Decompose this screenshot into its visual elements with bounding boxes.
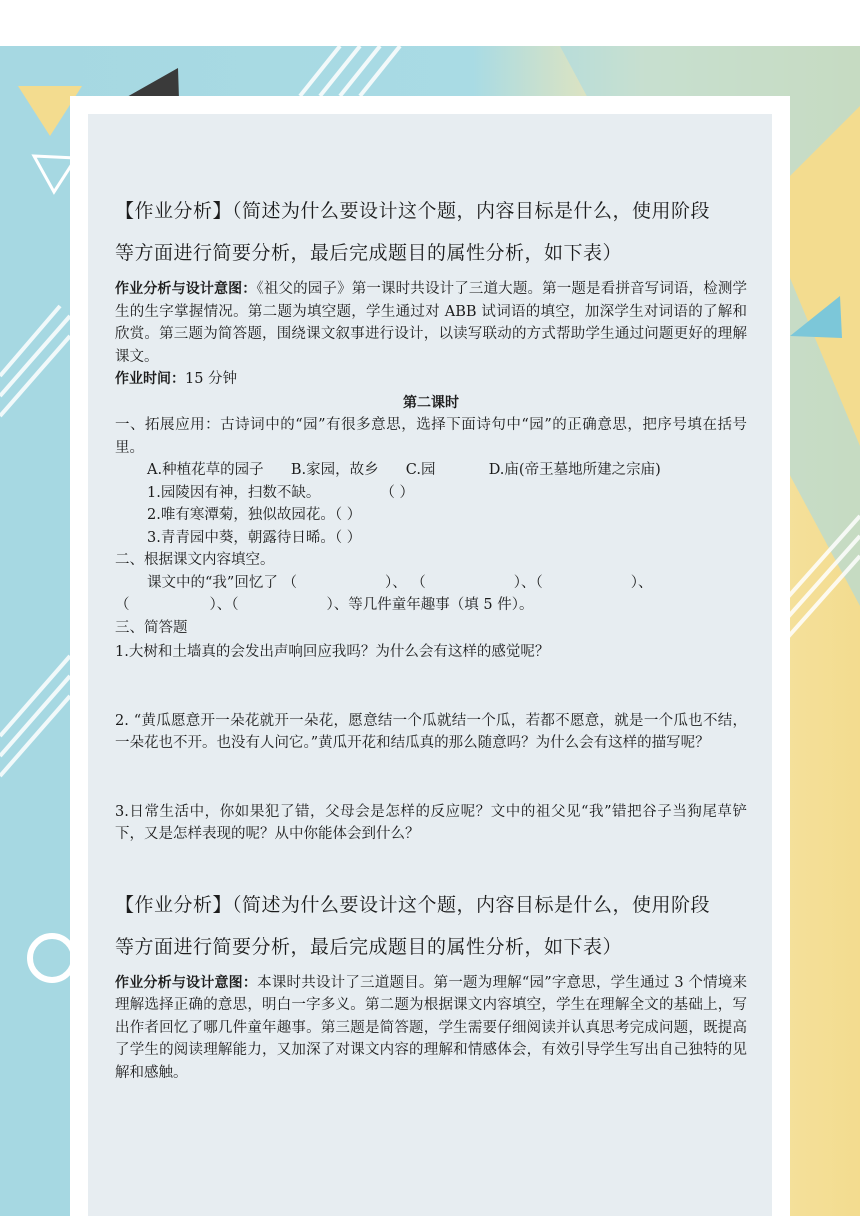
work-time (115, 368, 747, 391)
work-time-label: 作业时间： (115, 371, 185, 387)
q2-blank-5-close: ） (326, 597, 334, 613)
q2-blank-3-close: ） (630, 574, 639, 591)
q1-item-1-text: 1.园陵因有神，扫数不缺。 (147, 484, 321, 501)
analysis-heading-4: 等方面进行简要分析，最后完成题目的属性分析，如下表） (115, 935, 623, 958)
q2-blank-2-open: （ (411, 574, 426, 591)
design-intent-text-2: 本课时共设计了三道题目。第一题为理解“园”字意思，学生通过 3 个情境来理解选择正确的意思，明白一字多义。第二题为根据课文内容填空，学生在理解全文的基础上，写出作者回忆了哪几件童年趣事。第三题是简答题，学生需要仔细阅读并认真思考完成问题，既提高了学生的阅读理解能力，又加深了对课文内容的理解和情感体会，有效引导学生写出自己独特的见解和感触。 (115, 974, 747, 1081)
q1-stem: 一、拓展应用：古诗词中的“园”有很多意思，选择下面诗句中“园”的正确意思，把序号填在括号里。 (115, 417, 747, 456)
q2-sep-4: 、 (216, 597, 232, 613)
design-intent-paragraph (115, 278, 747, 368)
q2-blank-5-open: （ (231, 597, 239, 613)
q1-item-1 (115, 482, 747, 505)
q1-item-3 (115, 527, 747, 550)
q2-sep-3: 、 (638, 574, 653, 591)
q2-sep-2: 、 (521, 574, 536, 591)
q1-item-2 (115, 504, 747, 527)
q1-option-a: A.种植花草的园子 (147, 462, 264, 478)
q1-item-2-text: 2.唯有寒潭菊，独似故园花。 (147, 507, 335, 523)
q1-item-3-text: 3.青青园中葵，朝露待日晞。 (147, 529, 335, 546)
analysis-heading-3: 【作业分析】（简述为什么要设计这个题，内容目标是什么，使用阶段 (115, 893, 711, 916)
q2-sep-1: 、 (392, 574, 407, 591)
q3-stem: 三、简答题 (115, 619, 188, 636)
q1-item-3-blank[interactable]: （ ） (334, 529, 362, 546)
q1-option-d: D.庙(帝王墓地所建之宗庙) (488, 462, 661, 478)
q3-item-3: 3.日常生活中，你如果犯了错，父母会是怎样的反应呢？文中的祖父见“我”错把谷子当狗尾草铲下，又是怎样表现的呢？从中你能体会到什么？ (115, 803, 747, 842)
q2-line-2 (115, 594, 747, 617)
q1-item-2-blank[interactable]: （ ） (334, 507, 362, 523)
q2-blank-2-close: ） (513, 574, 522, 591)
design-intent-label-2: 作业分析与设计意图： (115, 974, 258, 991)
lesson-title: 第二课时 (403, 394, 459, 411)
document-content (115, 190, 747, 1084)
q2-stem: 二、根据课文内容填空。 (115, 552, 275, 568)
analysis-heading-2: 等方面进行简要分析，最后完成题目的属性分析，如下表） (115, 242, 623, 264)
q1-options (115, 459, 747, 482)
q1-item-1-blank[interactable]: （ ） (380, 484, 414, 501)
q2-blank-1-close: ） (384, 574, 393, 591)
q2-line-2-end: 、等几件童年趣事（填 5 件）。 (333, 597, 534, 613)
q3-item-2: 2. “黄瓜愿意开一朵花就开一朵花，愿意结一个瓜就结一个瓜，若都不愿意，就是一个瓜也不结，一朵花也不开。也没有人问它。”黄瓜开花和结瓜真的那么随意吗？为什么会有这样的描写呢？ (115, 712, 747, 751)
q1-option-c: C.园 (405, 462, 436, 478)
analysis-heading-1: 【作业分析】（简述为什么要设计这个题，内容目标是什么，使用阶段 (115, 200, 711, 222)
design-intent-label: 作业分析与设计意图： (115, 281, 257, 297)
q3-item-1: 1.大树和土墙真的会发出声响回应我吗？为什么会有这样的感觉呢？ (115, 644, 550, 660)
q2-blank-4-open: （ (115, 597, 130, 613)
work-time-value: 15 分钟 (185, 371, 238, 387)
q1-option-b: B.家园，故乡 (290, 462, 379, 478)
circle-outline-icon-2 (30, 936, 74, 980)
design-intent-text: 《祖父的园子》第一课时共设计了三道大题。第一题是看拼音写词语，检测学生的生字掌握情况。第二题为填空题，学生通过对 ABB 试词语的填空，加深学生对词语的了解和欣赏。第三题为简答题，围绕课文叙事进行设计，以读写联动的方式帮助学生通过问题更好的理解课文。 (115, 281, 747, 365)
q2-blank-1-open: （ (282, 574, 297, 591)
q2-intro: 课文中的“我”回忆了 (147, 574, 278, 591)
q2-blank-4-close: ） (209, 597, 217, 613)
q2-blank-3-open: （ (535, 574, 543, 591)
design-intent-paragraph-2 (115, 972, 747, 1085)
q2-line-1 (115, 572, 747, 595)
